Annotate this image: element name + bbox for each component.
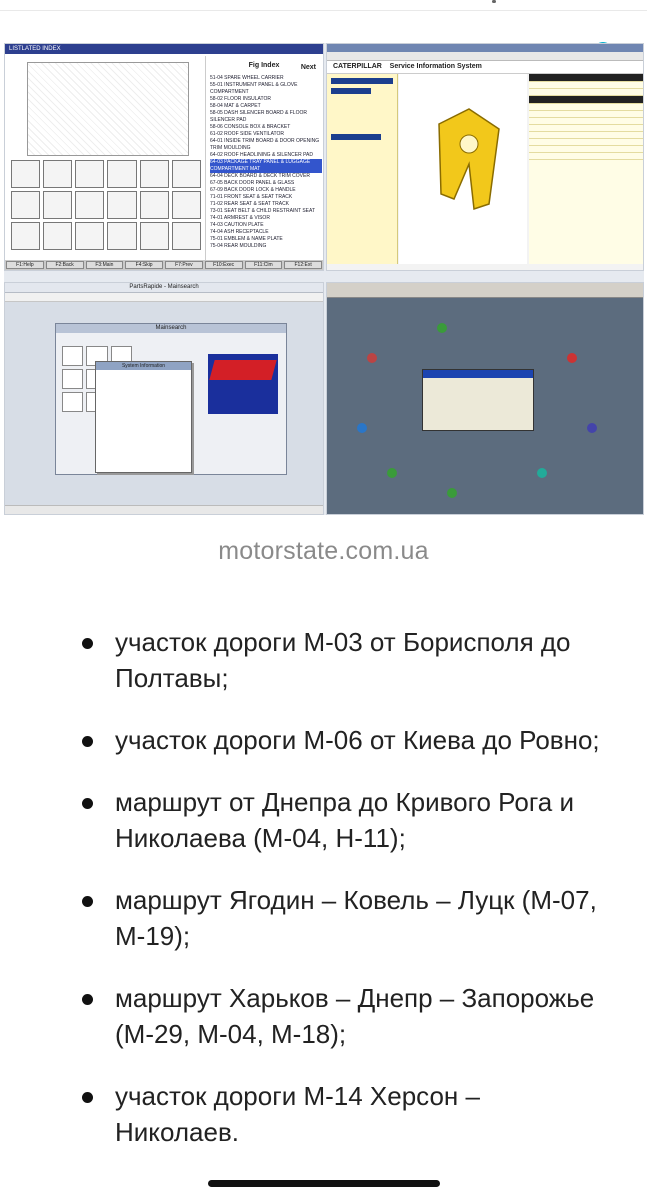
fig-index-item[interactable]: 74-01 ARMREST & VISOR — [210, 215, 270, 221]
fig-index-item[interactable]: 64-04 DECK BOARD & DECK TRIM COVER — [210, 173, 310, 179]
fig-index-item[interactable]: 73-01 SEAT BELT & CHILD RESTRAINT SEAT — [210, 208, 316, 214]
screenshot-collage-image — [4, 43, 644, 515]
list-item — [0, 882, 647, 954]
window-title: LISTLATED INDEX — [5, 44, 323, 54]
bullet-icon — [82, 896, 93, 907]
function-key-button[interactable]: F3:Main — [86, 261, 124, 269]
browser-title-bar — [327, 44, 643, 52]
list-item-text: участок дороги М-14 Херсон – Николаев. — [115, 1081, 480, 1147]
bullet-icon — [82, 798, 93, 809]
fig-index-item[interactable]: 64-01 INSIDE TRIM BOARD & DOOR OPENING TRIM MOULDING — [210, 138, 320, 151]
about-dialog — [422, 369, 534, 431]
figure-thumbnails — [11, 160, 201, 250]
sis-title: Service Information System — [389, 63, 482, 70]
toolbar — [327, 283, 643, 298]
fig-index-heading: Fig Index — [248, 62, 280, 69]
fig-index-list — [210, 75, 322, 250]
image-caption: motorstate.com.ua — [218, 537, 429, 565]
bullet-icon — [82, 736, 93, 747]
list-item — [0, 980, 647, 1052]
fig-index-item[interactable]: 58-04 MAT & CARPET — [210, 103, 261, 109]
bullet-icon — [82, 1092, 93, 1103]
list-item-text: маршрут Ягодин – Ковель – Луцк (М-07, М-19); — [115, 885, 597, 951]
function-key-button[interactable]: F2:Back — [46, 261, 84, 269]
top-divider — [0, 0, 647, 11]
list-item — [0, 722, 647, 758]
list-item-text: участок дороги М-06 от Киева до Ровно; — [115, 725, 600, 755]
fig-index-item[interactable]: 75-01 EMBLEM & NAME PLATE — [210, 236, 283, 242]
sis-sidebar — [327, 74, 398, 264]
sysinfo-title: System Information — [96, 362, 191, 370]
sis-header — [327, 61, 643, 74]
list-item-text: маршрут от Днепра до Кривого Рога и Николаева (М-04, Н-11); — [115, 787, 574, 853]
menu-bar — [5, 293, 323, 302]
fig-index-item[interactable]: 74-03 CAUTION PLATE — [210, 222, 264, 228]
fig-index-screenshot — [4, 43, 324, 271]
fig-index-item[interactable]: 71-01 FRONT SEAT & SEAT TRACK — [210, 194, 293, 200]
fig-index-item[interactable]: 71-02 REAR SEAT & SEAT TRACK — [210, 201, 290, 207]
car-body-drawing — [27, 62, 189, 156]
fig-index-item[interactable]: 64-02 ROOF HEADLINING & SILENCER PAD — [210, 152, 313, 158]
fig-index-item[interactable]: 67-05 BACK DOOR PANEL & GLASS — [210, 180, 295, 186]
home-indicator[interactable] — [208, 1180, 440, 1187]
fig-index-item[interactable]: 58-06 CONSOLE BOX & BRACKET — [210, 124, 291, 130]
fig-index-item[interactable]: 75-04 REAR MOULDING — [210, 243, 267, 249]
brand-label: CATERPILLAR — [333, 63, 382, 70]
fig-index-item[interactable]: 74-04 ASH RECEPTACLE — [210, 229, 269, 235]
fig-index-item[interactable]: 64-03 PACKAGE TRAY PANEL & LUGGAGE COMPARTMENT MAT — [210, 159, 322, 173]
list-item-text: участок дороги М-03 от Борисполя до Полтавы; — [115, 627, 571, 693]
fig-index-item[interactable]: 61-02 ROOF SIDE VENTILATOR — [210, 131, 285, 137]
list-item-text: маршрут Харьков – Днепр – Запорожье (М-29, М-04, М-18); — [115, 983, 595, 1049]
bullet-icon — [82, 638, 93, 649]
fig-index-item[interactable]: 55-01 INSTRUMENT PANEL & GLOVE COMPARTMENT — [210, 82, 298, 95]
top-fragment — [492, 0, 496, 3]
fig-index-item[interactable]: 58-05 DASH SILENCER BOARD & FLOOR SILENCER PAD — [210, 110, 307, 123]
list-item — [0, 624, 647, 696]
service-app-screenshot — [326, 282, 644, 515]
function-key-button[interactable]: F11:Clm — [245, 261, 283, 269]
parts-diagram — [7, 56, 202, 262]
list-item — [0, 784, 647, 856]
browser-address-bar — [327, 52, 643, 61]
next-label: Next — [300, 64, 316, 71]
system-information-dialog — [95, 361, 192, 473]
partsrapide-screenshot — [4, 282, 324, 515]
dialog-title: Mainsearch — [56, 324, 286, 333]
fig-index-item[interactable]: 51-04 SPARE WHEEL CARRIER — [210, 75, 284, 81]
about-dialog-titlebar — [423, 370, 533, 378]
function-key-button[interactable]: F1:Help — [6, 261, 44, 269]
function-key-bar — [5, 260, 323, 270]
service-information-screenshot — [326, 43, 644, 271]
function-key-button[interactable]: F12:Ext — [284, 261, 322, 269]
fig-index-item[interactable]: 58-02 FLOOR INSULATOR — [210, 96, 271, 102]
part-graphic — [399, 74, 527, 264]
status-bar — [5, 505, 323, 514]
fig-index-item[interactable]: 67-09 BACK DOOR LOCK & HANDLE — [210, 187, 296, 193]
yellow-part-drawing — [429, 104, 509, 214]
parts-table — [529, 74, 643, 264]
list-item — [0, 1078, 647, 1150]
window-title: PartsRapide - Mainsearch — [5, 283, 323, 293]
function-key-button[interactable]: F10:Exec — [205, 261, 243, 269]
route-list — [0, 624, 647, 1176]
bullet-icon — [82, 994, 93, 1005]
function-key-button[interactable]: F7:Prev — [165, 261, 203, 269]
fig-index-panel — [205, 56, 322, 262]
trd-logo — [208, 354, 278, 414]
function-key-button[interactable]: F4:Skip — [125, 261, 163, 269]
